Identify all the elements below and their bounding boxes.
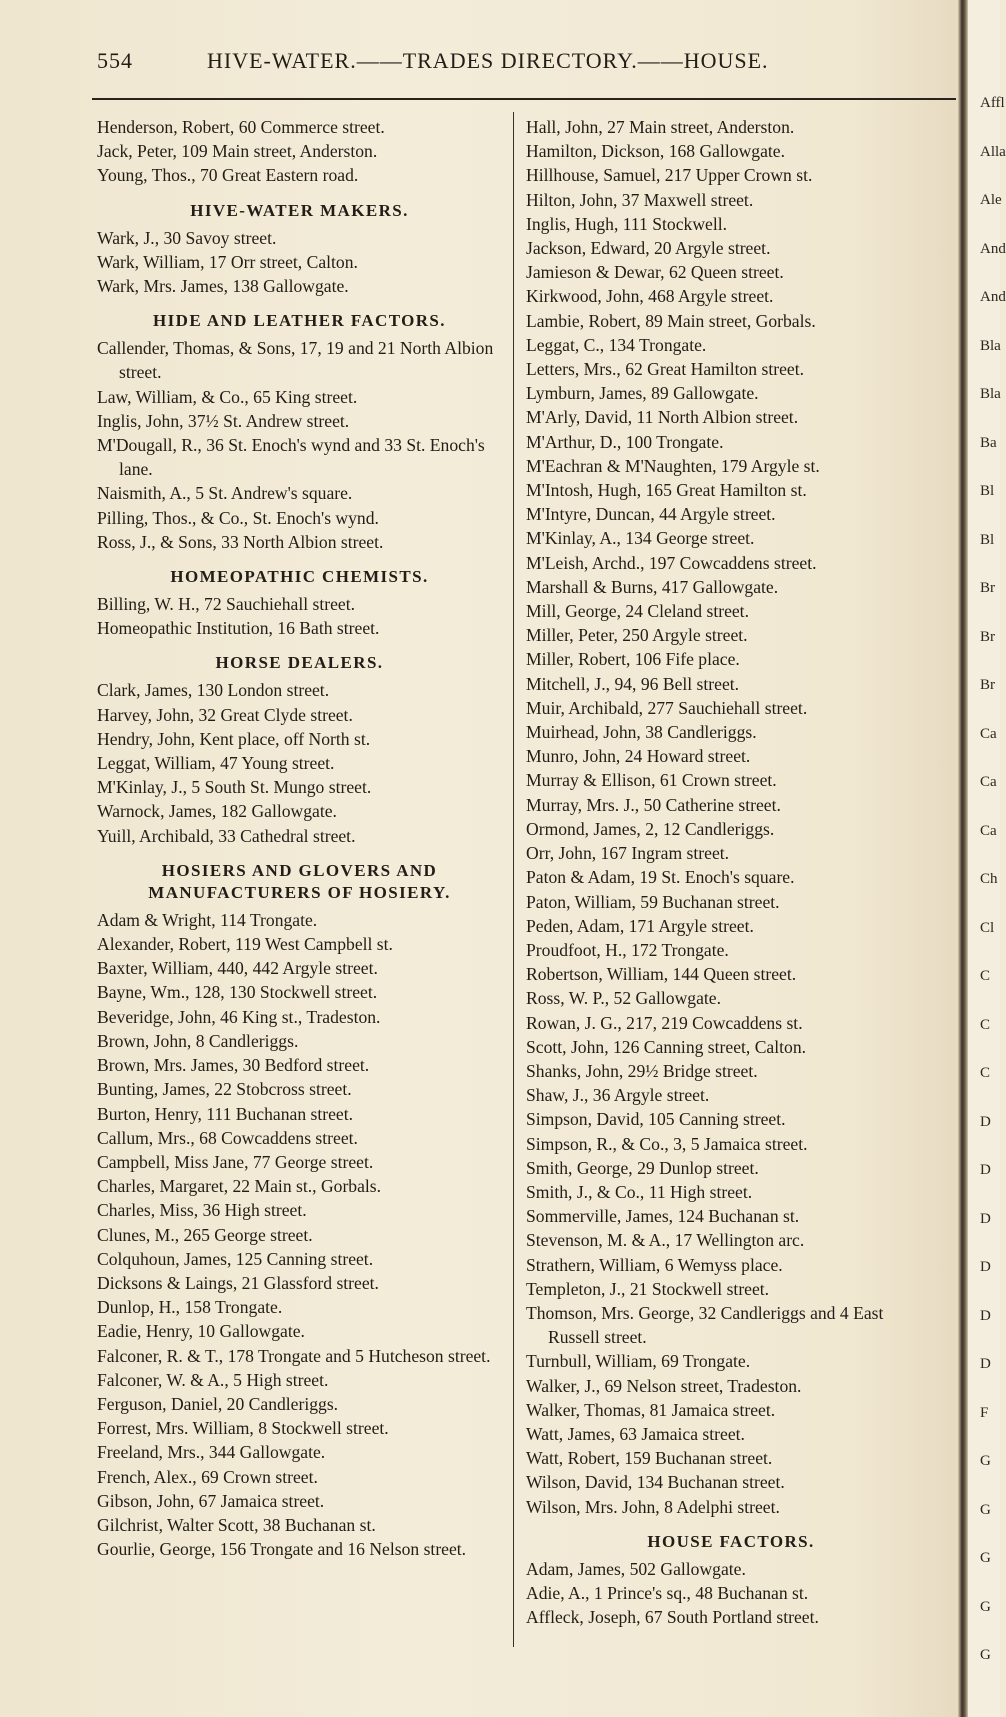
directory-entry: Forrest, Mrs. William, 8 Stockwell street. [97,1418,389,1439]
directory-entry: Gilchrist, Walter Scott, 38 Buchanan st. [97,1514,376,1535]
next-page-fragment: G [980,1647,991,1663]
directory-entry: M'Kinlay, J., 5 South St. Mungo street. [97,777,372,798]
directory-entry: Falconer, R. & T., 178 Trongate and 5 Hutcheson street. [97,1345,491,1366]
directory-entry: Dicksons & Laings, 21 Glassford street. [97,1272,379,1293]
directory-entry: Peden, Adam, 171 Argyle street. [526,915,754,936]
directory-entry: Rowan, J. G., 217, 219 Cowcaddens st. [526,1012,803,1033]
directory-entry: Callum, Mrs., 68 Cowcaddens street. [97,1127,358,1148]
directory-entry: Smith, George, 29 Dunlop street. [526,1157,759,1178]
section-heading: HIVE-WATER MAKERS. [190,200,409,220]
directory-entry: Murray, Mrs. J., 50 Catherine street. [526,794,781,815]
directory-entry: Yuill, Archibald, 33 Cathedral street. [97,825,356,846]
next-page-fragment: Br [980,677,995,693]
directory-entry: Simpson, David, 105 Canning street. [526,1109,786,1130]
directory-entry: Muirhead, John, 38 Candleriggs. [526,722,757,743]
directory-entry: Charles, Margaret, 22 Main st., Gorbals. [97,1176,382,1197]
directory-entry: Munro, John, 24 Howard street. [526,746,751,767]
directory-entry: Jackson, Edward, 20 Argyle street. [526,238,771,259]
directory-entry: Templeton, J., 21 Stockwell street. [526,1278,770,1299]
directory-entry: Bayne, Wm., 128, 130 Stockwell street. [97,982,378,1003]
directory-entry: Stevenson, M. & A., 17 Wellington arc. [526,1230,805,1251]
next-page-fragment: D [980,1356,991,1372]
directory-entry: M'Intyre, Duncan, 44 Argyle street. [526,504,776,525]
directory-entry: Adie, A., 1 Prince's sq., 48 Buchanan st. [526,1582,809,1603]
directory-entry: Naismith, A., 5 St. Andrew's square. [97,483,353,504]
next-page-fragment: C [980,1065,991,1081]
next-page-fragment: G [980,1598,991,1615]
directory-entry: Affleck, Joseph, 67 South Portland street. [526,1607,819,1628]
directory-entry: Wark, J., 30 Savoy street. [97,227,277,248]
directory-entry: Walker, J., 69 Nelson street, Tradeston. [526,1375,802,1396]
next-page-fragment: F [980,1404,989,1421]
directory-entry: Law, William, & Co., 65 King street. [97,386,358,407]
next-page-edge [968,0,1006,1717]
directory-entry: Henderson, Robert, 60 Commerce street. [97,117,385,137]
directory-entry: M'Arly, David, 11 North Albion street. [526,407,799,428]
next-page-fragment: Br [980,628,995,645]
directory-entry: Watt, Robert, 159 Buchanan street. [526,1448,773,1469]
directory-entry: Jamieson & Dewar, 62 Queen street. [526,262,784,283]
next-page-fragment: Alla [980,143,1006,160]
section-heading: HOMEOPATHIC CHEMISTS. [170,567,429,587]
directory-entry: Murray & Ellison, 61 Crown street. [526,770,777,791]
directory-entry: Wark, William, 17 Orr street, Calton. [97,251,358,272]
directory-entry: Leggat, C., 134 Trongate. [526,334,707,355]
directory-entry: M'Arthur, D., 100 Trongate. [526,431,724,452]
next-page-fragment: Bl [980,483,995,499]
next-page-fragment: Ch [980,871,998,887]
next-page-fragment: Bla [980,337,1001,354]
directory-entry: Gourlie, George, 156 Trongate and 16 Nelson street. [97,1539,467,1560]
next-page-fragment: Br [980,580,995,596]
directory-entry: Inglis, John, 37½ St. Andrew street. [97,410,350,431]
directory-entry: Hall, John, 27 Main street, Anderston. [526,117,795,137]
next-page-fragment: Ba [980,434,997,451]
directory-entry: Shanks, John, 29½ Bridge street. [526,1060,758,1081]
next-page-fragment: And [980,240,1006,257]
directory-entry: M'Leish, Archd., 197 Cowcaddens street. [526,552,817,573]
column-divider [513,112,514,1647]
page-number: 554 [97,48,133,73]
next-page-fragment: G [980,1550,991,1566]
next-page-fragment: Ale [980,192,1002,208]
directory-entry: Wilson, David, 134 Buchanan street. [526,1472,785,1493]
next-page-fragment: Ca [980,725,997,742]
directory-entry: Clark, James, 130 London street. [97,680,330,701]
directory-entry: Clunes, M., 265 George street. [97,1224,313,1245]
next-page-fragment: Ca [980,822,997,839]
directory-entry: Mill, George, 24 Cleland street. [526,601,749,622]
directory-entry: Baxter, William, 440, 442 Argyle street. [97,958,378,979]
directory-entry: Simpson, R., & Co., 3, 5 Jamaica street. [526,1133,808,1154]
directory-entry: Letters, Mrs., 62 Great Hamilton street. [526,359,805,380]
next-page-fragment: And [980,289,1006,305]
directory-entry: Sommerville, James, 124 Buchanan st. [526,1206,800,1227]
directory-entry: Billing, W. H., 72 Sauchiehall street. [97,594,356,615]
directory-entry: Brown, John, 8 Candleriggs. [97,1030,299,1051]
directory-entry: Campbell, Miss Jane, 77 George street. [97,1151,374,1172]
directory-entry: Walker, Thomas, 81 Jamaica street. [526,1399,776,1420]
right-column [526,115,936,1629]
directory-entry: Inglis, Hugh, 111 Stockwell. [526,213,728,234]
directory-entry: Miller, Peter, 250 Argyle street. [526,625,748,646]
directory-entry: Homeopathic Institution, 16 Bath street. [97,618,380,639]
section-heading: HOUSE FACTORS. [647,1531,815,1551]
directory-entry: Strathern, William, 6 Wemyss place. [526,1254,783,1275]
directory-entry: Paton & Adam, 19 St. Enoch's square. [526,867,795,888]
directory-entry: Lambie, Robert, 89 Main street, Gorbals. [526,310,816,331]
directory-entry: French, Alex., 69 Crown street. [97,1466,318,1487]
directory-entry: Wilson, Mrs. John, 8 Adelphi street. [526,1496,780,1517]
directory-entry: Hamilton, Dickson, 168 Gallowgate. [526,141,785,162]
directory-entry: Hilton, John, 37 Maxwell street. [526,189,754,210]
next-page-fragment: D [980,1259,991,1275]
directory-entry: Dunlop, H., 158 Trongate. [97,1297,283,1318]
directory-entry: Ross, J., & Sons, 33 North Albion street. [97,531,384,552]
directory-entry: Adam & Wright, 114 Trongate. [97,909,318,930]
next-page-fragment: G [980,1501,991,1518]
directory-entry: Kirkwood, John, 468 Argyle street. [526,286,774,307]
directory-entry: Young, Thos., 70 Great Eastern road. [97,165,359,186]
directory-entry: Watt, James, 63 Jamaica street. [526,1423,745,1444]
directory-entry: Smith, J., & Co., 11 High street. [526,1181,753,1202]
directory-entry: Mitchell, J., 94, 96 Bell street. [526,673,740,694]
page-header [97,48,957,88]
section-heading: HORSE DEALERS. [215,653,384,673]
directory-entry: Robertson, William, 144 Queen street. [526,964,797,985]
directory-entry: Falconer, W. & A., 5 High street. [97,1369,329,1390]
directory-entry: M'Eachran & M'Naughten, 179 Argyle st. [526,455,820,476]
next-page-fragment: Affl [980,95,1005,111]
directory-entry: Charles, Miss, 36 High street. [97,1200,307,1221]
directory-entry: Bunting, James, 22 Stobcross street. [97,1079,352,1100]
running-title: HIVE-WATER.——TRADES DIRECTORY.——HOUSE. [207,48,769,73]
directory-entry: Beveridge, John, 46 King st., Tradeston. [97,1006,381,1027]
next-page-fragment: C [980,968,991,984]
directory-entry: Jack, Peter, 109 Main street, Anderston. [97,141,378,162]
directory-entry: Gibson, John, 67 Jamaica street. [97,1490,325,1511]
directory-entry: Eadie, Henry, 10 Gallowgate. [97,1321,305,1342]
directory-entry: Colquhoun, James, 125 Canning street. [97,1248,374,1269]
header-rule [92,98,956,100]
directory-entry: Shaw, J., 36 Argyle street. [526,1085,710,1106]
directory-entry: Hendry, John, Kent place, off North st. [97,728,371,749]
section-heading: HOSIERS AND GLOVERS AND MANUFACTURERS OF HOSIERY. [148,860,451,902]
directory-entry: Turnbull, William, 69 Trongate. [526,1351,751,1372]
directory-entry: Lymburn, James, 89 Gallowgate. [526,383,759,404]
directory-entry: Callender, Thomas, & Sons, 17, 19 and 21 North Albion street. [97,338,494,383]
next-page-fragment: D [980,1210,991,1227]
directory-entry: Hillhouse, Samuel, 217 Upper Crown st. [526,165,813,186]
directory-entry: Thomson, Mrs. George, 32 Candleriggs and 4 East Russell street. [526,1302,884,1348]
directory-entry: Leggat, William, 47 Young street. [97,753,335,774]
directory-entry: Wark, Mrs. James, 138 Gallowgate. [97,276,349,297]
directory-entry: Miller, Robert, 106 Fife place. [526,649,740,670]
directory-entry: M'Kinlay, A., 134 George street. [526,528,755,549]
directory-entry: Orr, John, 167 Ingram street. [526,843,730,864]
directory-entry: Adam, James, 502 Gallowgate. [526,1558,746,1579]
directory-entry: Pilling, Thos., & Co., St. Enoch's wynd. [97,507,379,528]
directory-entry: Freeland, Mrs., 344 Gallowgate. [97,1442,326,1463]
directory-entry: Scott, John, 126 Canning street, Calton. [526,1036,807,1057]
directory-entry: Ormond, James, 2, 12 Candleriggs. [526,818,775,839]
directory-entry: Warnock, James, 182 Gallowgate. [97,801,337,822]
left-column [97,115,502,1561]
next-page-fragment: Cl [980,919,995,936]
directory-entry: Muir, Archibald, 277 Sauchiehall street. [526,697,808,718]
directory-entry: Ross, W. P., 52 Gallowgate. [526,988,722,1009]
section-heading: HIDE AND LEATHER FACTORS. [153,311,446,331]
book-gutter [958,0,968,1717]
next-page-fragment: Bla [980,386,1001,402]
directory-entry: Alexander, Robert, 119 West Campbell st. [97,934,393,955]
directory-entry: Marshall & Burns, 417 Gallowgate. [526,576,779,597]
next-page-fragment: Ca [980,774,997,790]
next-page-fragment: C [980,1016,991,1033]
directory-entry: M'Intosh, Hugh, 165 Great Hamilton st. [526,480,807,501]
directory-entry: Proudfoot, H., 172 Trongate. [526,939,729,960]
directory-entry: Brown, Mrs. James, 30 Bedford street. [97,1055,370,1076]
directory-entry: Paton, William, 59 Buchanan street. [526,891,780,912]
next-page-fragment: Bl [980,531,995,548]
next-page-fragment: D [980,1307,991,1324]
next-page-fragment: D [980,1113,991,1130]
directory-entry: M'Dougall, R., 36 St. Enoch's wynd and 33 St. Enoch's lane. [97,435,485,480]
next-page-fragment: G [980,1453,991,1469]
directory-entry: Harvey, John, 32 Great Clyde street. [97,704,353,725]
next-page-fragment: D [980,1162,991,1178]
directory-entry: Burton, Henry, 111 Buchanan street. [97,1103,354,1124]
directory-entry: Ferguson, Daniel, 20 Candleriggs. [97,1393,339,1414]
